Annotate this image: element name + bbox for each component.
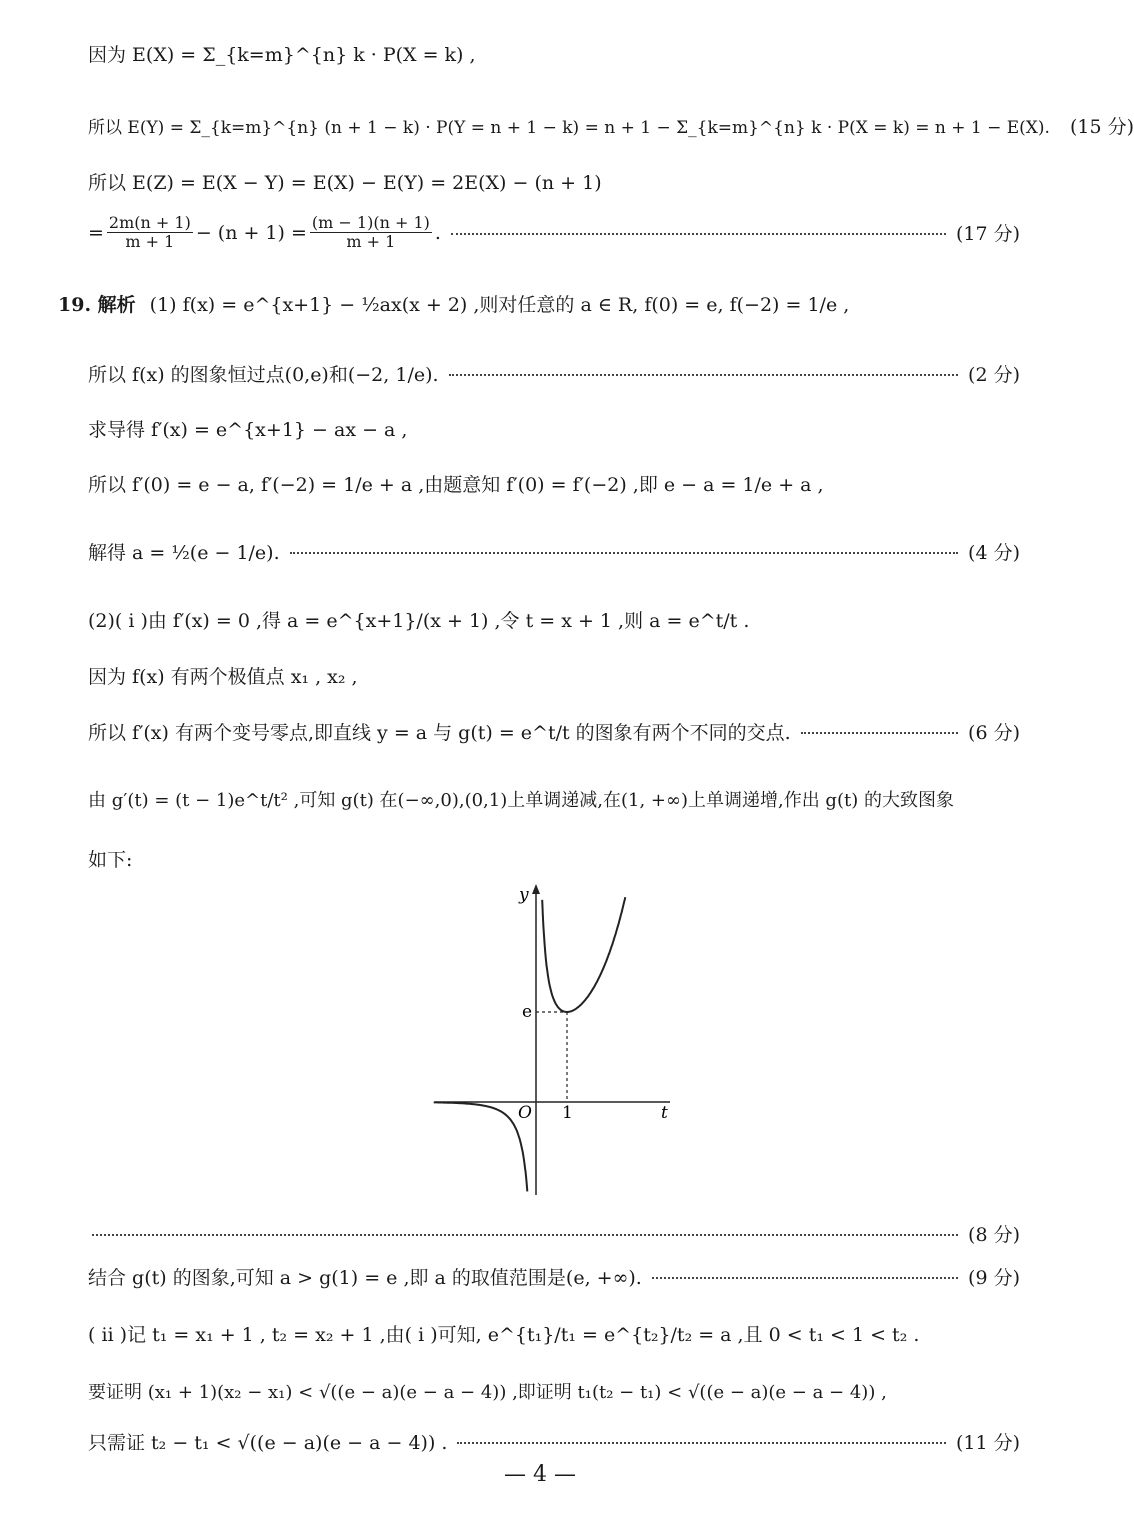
y-axis-arrow: [532, 884, 540, 894]
dot-leader: [457, 1440, 946, 1444]
one-tick-label: 1: [562, 1103, 573, 1123]
line-expectation-y: 所以 E(Y) = Σ_{k=m}^{n} (n + 1 − k) · P(Y = n + 1 − k) = n + 1 − Σ_{k=m}^{n} k · P(X = k) = n + 1 − E(X). (15 分): [88, 112, 1020, 139]
score-8: (8 分): [968, 1224, 1020, 1246]
y-axis-label: y: [519, 885, 529, 905]
fraction-2m: $\frac{2m(n + 1)}{m + 1}$: [108, 213, 191, 252]
dot-leader: [92, 1232, 958, 1236]
score-17: (17 分): [955, 223, 1020, 246]
line-as-follows: 如下:: [88, 849, 133, 871]
question-label: 19. 解析: [58, 294, 136, 316]
score-15: (15 分): [1069, 116, 1134, 138]
line-range-a: 结合 g(t) 的图象,可知 a > g(1) = e ,即 a 的取值范围是(e, +∞). (9 分): [88, 1263, 1020, 1290]
line-derivative-values: 所以 f′(0) = e − a, f′(−2) = 1/e + a ,由题意知 f′(0) = f′(−2) ,即 e − a = 1/e + a ,: [88, 474, 824, 496]
line-fixed-points: 所以 f(x) 的图象恒过点(0,e)和(−2, 1/e). (2 分): [88, 360, 1020, 387]
line-part-2i: (2)( ⅰ )由 f′(x) = 0 ,得 a = e^{x+1}/(x + 1) ,令 t = x + 1 ,则 a = e^t/t .: [88, 610, 750, 632]
dot-leader: [451, 231, 946, 235]
line-extreme-points: 因为 f(x) 有两个极值点 x₁ , x₂ ,: [88, 666, 358, 688]
line-monotonic: 由 g′(t) = (t − 1)e^t/t² ,可知 g(t) 在(−∞,0),(0,1)上单调递减,在(1, +∞)上单调递增,作出 g(t) 的大致图象: [88, 790, 954, 811]
g-t-graph: [425, 880, 685, 1200]
line-graph-score: [92, 1220, 1020, 1247]
dot-leader: [801, 730, 958, 734]
line-expectation-result: = $\frac{2m(n + 1)}{m + 1}$ − (n + 1) = $\frac{(m - 1)(n + 1)}{m + 1}$ . (17 分): [88, 213, 1020, 252]
line-solve-a: 解得 a = ½(e − 1/e). (4 分): [88, 538, 1020, 565]
dot-leader: [290, 550, 958, 554]
score-9: (9 分): [968, 1267, 1020, 1289]
t-axis-label: t: [661, 1103, 668, 1123]
e-tick-label: e: [522, 1002, 533, 1022]
curve-right-branch: [542, 897, 625, 1012]
line-to-prove: 要证明 (x₁ + 1)(x₂ − x₁) < √((e − a)(e − a − 4)) ,即证明 t₁(t₂ − t₁) < √((e − a)(e − a − 4)) ,: [88, 1382, 887, 1403]
fraction-m-minus-1: $\frac{(m - 1)(n + 1)}{m + 1}$: [311, 213, 430, 252]
page-number: — 4 —: [504, 1462, 576, 1487]
line-derivative: 求导得 f′(x) = e^{x+1} − ax − a ,: [88, 419, 408, 441]
score-2: (2 分): [968, 364, 1020, 386]
question-19-header: 19. 解析 (1) f(x) = e^{x+1} − ½ax(x + 2) ,则对任意的 a ∈ R, f(0) = e, f(−2) = 1/e ,: [58, 290, 1020, 317]
curve-left-branch: [434, 1102, 528, 1191]
score-6: (6 分): [968, 722, 1020, 744]
line-expectation-x: 因为 E(X) = Σ_{k=m}^{n} k · P(X = k) ,: [88, 44, 476, 66]
line-only-need: 只需证 t₂ − t₁ < √((e − a)(e − a − 4)) . (11 分): [88, 1428, 1020, 1455]
score-4: (4 分): [968, 542, 1020, 564]
line-part-2ii: ( ⅱ )记 t₁ = x₁ + 1 , t₂ = x₂ + 1 ,由( ⅰ )可知, e^{t₁}/t₁ = e^{t₂}/t₂ = a ,且 0 < t₁ < 1 < t₂ .: [88, 1324, 920, 1346]
dot-leader: [449, 372, 958, 376]
dot-leader: [652, 1275, 958, 1279]
line-zero-points: 所以 f′(x) 有两个变号零点,即直线 y = a 与 g(t) = e^t/t 的图象有两个不同的交点. (6 分): [88, 718, 1020, 745]
score-11: (11 分): [955, 1432, 1020, 1454]
origin-label: O: [518, 1103, 532, 1123]
line-expectation-z: 所以 E(Z) = E(X − Y) = E(X) − E(Y) = 2E(X) − (n + 1): [88, 172, 602, 194]
